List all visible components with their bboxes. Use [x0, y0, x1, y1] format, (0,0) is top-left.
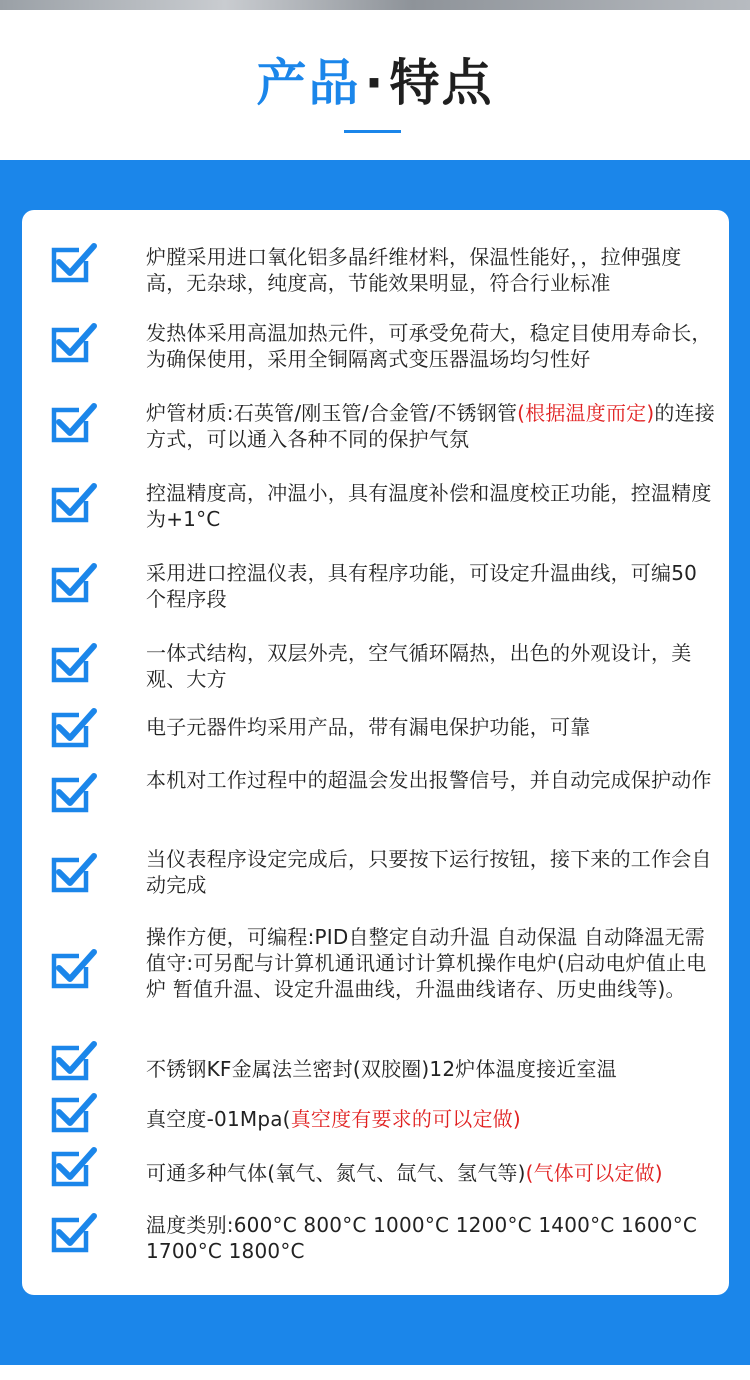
feature-text: [146, 640, 716, 692]
feature-text: [146, 320, 716, 372]
feature-main-text: 温度类别:600°C 800°C 1000°C 1200°C 1400°C 1600°C 1700°C 1800°C: [146, 1213, 698, 1263]
feature-main-text: 一体式结构，双层外壳，空气循环隔热，出色的外观设计，美观、大方: [146, 641, 692, 691]
checkbox-checked-icon: [50, 1092, 98, 1136]
checkbox-checked-icon: [50, 562, 98, 606]
feature-main-text: 控温精度高，冲温小，具有温度补偿和温度校正功能，控温精度为+1°C: [146, 481, 712, 531]
title-underline: [344, 130, 401, 133]
checkbox-checked-icon: [50, 1212, 98, 1256]
checkbox-checked-icon: [50, 707, 98, 751]
feature-main-text: 操作方便，可编程:PID自整定自动升温 自动保温 自动降温无需值守:可另配与计算机通讯通讨计算机操作电炉(启动电炉值止电炉 暂值升温、设定升温曲线，升温曲线诸存、历史曲线等)。: [146, 925, 707, 1001]
feature-text: [146, 1212, 716, 1264]
feature-tail-text: 的连接方式，可以通入各种不同的保护气氛: [146, 401, 715, 451]
feature-text: [146, 1106, 716, 1132]
checkbox-checked-icon: [50, 642, 98, 686]
checkbox-checked-icon: [50, 772, 98, 816]
feature-text: [146, 714, 716, 740]
feature-main-text: 采用进口控温仪表，具有程序功能，可设定升温曲线，可编50个程序段: [146, 561, 698, 611]
feature-main-text: 不锈钢KF金属法兰密封(双胶圈)12炉体温度接近室温: [146, 1057, 617, 1081]
feature-text: [146, 1056, 716, 1082]
feature-main-text: 电子元器件均采用产品，带有漏电保护功能，可靠: [146, 715, 591, 739]
top-photo-strip: [0, 0, 750, 10]
checkbox-checked-icon: [50, 322, 98, 366]
feature-text: [146, 244, 716, 296]
checkbox-checked-icon: [50, 1146, 98, 1190]
feature-text: [146, 767, 716, 793]
bottom-margin: [0, 1365, 750, 1380]
checkbox-checked-icon: [50, 402, 98, 446]
title-part1: 产品: [256, 54, 361, 112]
feature-highlight-note: (根据温度而定): [517, 401, 655, 425]
feature-main-text: 发热体采用高温加热元件，可承受免荷大，稳定目使用寿命长，为确保使用，采用全铜隔离式变压器温场均匀性好: [146, 321, 712, 371]
checkbox-checked-icon: [50, 852, 98, 896]
page-title: [0, 48, 750, 118]
section-header: [0, 10, 750, 160]
feature-card: [22, 210, 729, 1295]
feature-main-text: 炉管材质:石英管/刚玉管/合金管/不锈钢管: [146, 401, 518, 425]
checkbox-checked-icon: [50, 242, 98, 286]
checkbox-checked-icon: [50, 482, 98, 526]
title-dot: ·: [364, 54, 386, 112]
feature-highlight-note: (气体可以定做): [525, 1161, 663, 1185]
feature-main-text: 当仪表程序设定完成后，只要按下运行按钮，接下来的工作会自动完成: [146, 847, 712, 897]
feature-text: [146, 400, 716, 452]
feature-text: [146, 924, 716, 1002]
title-part2: 特点: [389, 54, 494, 112]
feature-text: [146, 846, 716, 898]
feature-text: [146, 1160, 716, 1186]
checkbox-checked-icon: [50, 948, 98, 992]
feature-main-text: 可通多种气体(氧气、氮气、氙气、氢气等): [146, 1161, 526, 1185]
feature-main-text: 本机对工作过程中的超温会发出报警信号，并自动完成保护动作: [146, 768, 712, 792]
checkbox-checked-icon: [50, 1040, 98, 1084]
feature-text: [146, 560, 716, 612]
feature-main-text: 真空度-01Mpa(: [146, 1107, 291, 1131]
feature-main-text: 炉膛采用进口氧化铝多晶纤维材料，保温性能好，，拉伸强度高，无杂球，纯度高，节能效果明显，符合行业标准: [146, 245, 682, 295]
feature-text: [146, 480, 716, 532]
feature-highlight-note: 真空度有要求的可以定做): [290, 1107, 521, 1131]
